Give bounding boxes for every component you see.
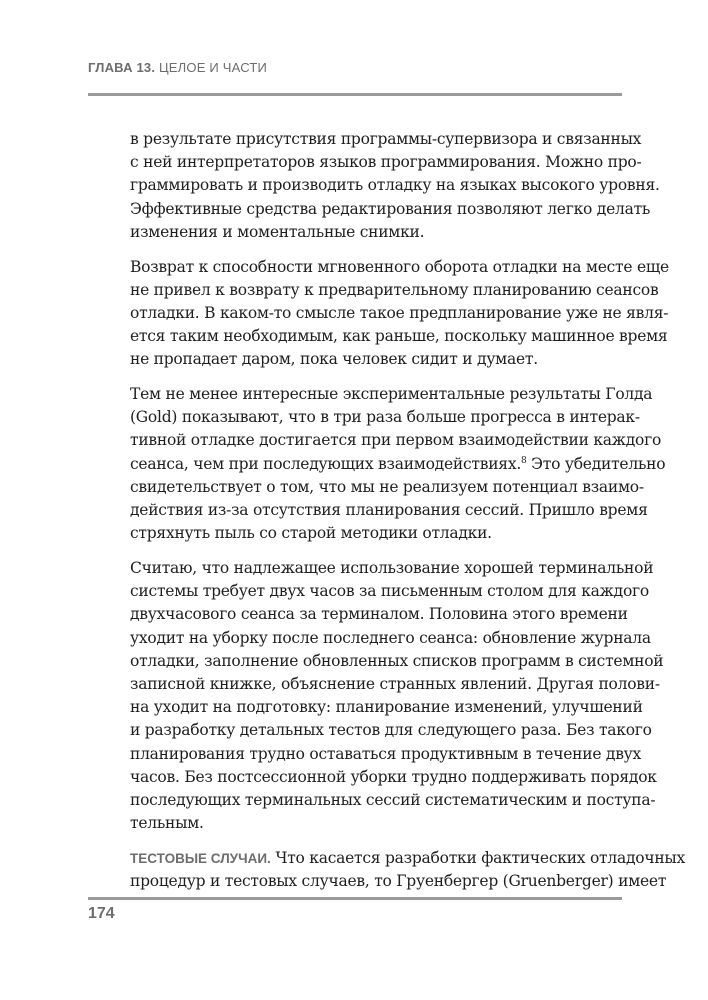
text-line: процедур и тестовых случаев, то Груенбергер (Gruenberger) имеет bbox=[130, 872, 667, 891]
runin-heading: ТЕСТОВЫЕ СЛУЧАИ. bbox=[130, 850, 271, 866]
text-line-with-runin bbox=[130, 847, 686, 870]
text-line: с ней интерпретаторов языков программирования. Можно про- bbox=[130, 153, 642, 172]
text-line: действия из-за отсутствия планирования сессий. Пришло время bbox=[130, 501, 648, 520]
text-line: стряхнуть пыль со старой методики отладки. bbox=[130, 524, 492, 543]
text-line: в результате присутствия программы-супервизора и связанных bbox=[130, 130, 642, 148]
paragraph-2 bbox=[130, 256, 669, 372]
text-line: уходит на уборку после последнего сеанса: обновление журнала bbox=[130, 628, 651, 647]
text-line: записной книжке, объяснение странных явлений. Другая полови- bbox=[130, 674, 660, 693]
footer-rule bbox=[88, 897, 622, 900]
text-line: Тем не менее интересные экспериментальные результаты Голда bbox=[130, 385, 653, 404]
text-line: граммировать и производить отладку на языках высокого уровня. bbox=[130, 176, 660, 195]
text-line: свидетельствует о том, что мы не реализуем потенциал взаимо- bbox=[130, 477, 644, 496]
text-line: и разработку детальных тестов для следующего раза. Без такого bbox=[130, 721, 652, 740]
footnote-marker[interactable]: 8 bbox=[521, 455, 527, 466]
paragraph-4 bbox=[130, 557, 664, 835]
text-line: изменения и моментальные снимки. bbox=[130, 222, 425, 241]
chapter-title: ЦЕЛОЕ И ЧАСТИ bbox=[158, 60, 268, 75]
text-line: ется таким необходимым, как раньше, поскольку машинное время bbox=[130, 327, 668, 346]
page-number: 174 bbox=[88, 905, 115, 922]
paragraph-1 bbox=[130, 128, 660, 244]
text-fragment: Это убедительно bbox=[526, 454, 666, 473]
text-line: Эффективные средства редактирования позволяют легко делать bbox=[130, 199, 651, 218]
body-text bbox=[130, 128, 686, 905]
text-line-with-footnote bbox=[130, 453, 666, 476]
chapter-number: ГЛАВА 13. bbox=[88, 60, 156, 75]
text-line: Считаю, что надлежащее использование хорошей терминальной bbox=[130, 558, 654, 577]
text-line: планирования трудно оставаться продуктивным в течение двух bbox=[130, 744, 642, 763]
text-line: не привел к возврату к предварительному планированию сеансов bbox=[130, 280, 659, 299]
paragraph-5 bbox=[130, 847, 686, 893]
text-line: не пропадает даром, пока человек сидит и думает. bbox=[130, 350, 538, 369]
text-fragment: сеанса, чем при последующих взаимодействиях. bbox=[130, 454, 521, 473]
text-line: (Gold) показывают, что в три раза больше прогресса в интерак- bbox=[130, 408, 640, 427]
header-rule bbox=[88, 93, 622, 96]
text-line: Возврат к способности мгновенного оборота отладки на месте еще bbox=[130, 257, 669, 276]
text-line: отладки, заполнение обновленных списков программ в системной bbox=[130, 651, 664, 670]
text-fragment: Что касается разработки фактических отладочных bbox=[270, 848, 686, 867]
text-line: тивной отладке достигается при первом взаимодействии каждого bbox=[130, 431, 662, 450]
text-line: последующих терминальных сессий систематическим и поступа- bbox=[130, 790, 656, 809]
text-line: на уходит на подготовку: планирование изменений, улучшений bbox=[130, 698, 643, 717]
text-line: отладки. В каком-то смысле такое предпланирование уже не явля- bbox=[130, 303, 669, 322]
paragraph-3 bbox=[130, 383, 666, 545]
text-line: системы требует двух часов за письменным столом для каждого bbox=[130, 582, 649, 601]
running-header bbox=[88, 60, 622, 76]
text-line: двухчасового сеанса за терминалом. Половина этого времени bbox=[130, 605, 628, 624]
text-line: тельным. bbox=[130, 814, 204, 833]
text-line: часов. Без постсессионной уборки трудно поддерживать порядок bbox=[130, 767, 657, 786]
